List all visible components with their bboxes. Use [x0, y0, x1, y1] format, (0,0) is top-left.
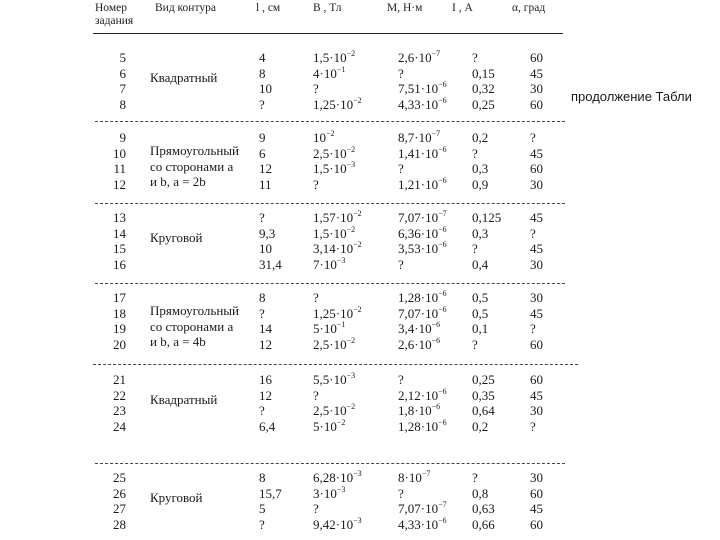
current-cell: 0,15 [472, 65, 495, 81]
exponent: −6 [438, 80, 447, 90]
length-cell: ? [259, 210, 265, 225]
table-row [0, 290, 720, 305]
length-cell: 10 [259, 241, 272, 257]
task-number-cell: 5 [119, 50, 126, 65]
induction-cell: $1,5\cdot 10^{-2}$ [313, 49, 356, 65]
exponent: −7 [438, 209, 447, 218]
angle-cell: 60 [530, 50, 543, 65]
task-number-cell: 22 [113, 387, 126, 403]
contour-type-label: и b, a = 2b [150, 174, 206, 190]
angle-cell: 45 [530, 241, 543, 257]
moment-cell: $8\cdot 10^{-7}$ [398, 469, 431, 485]
induction-cell: $1,5\cdot 10^{-3}$ [313, 160, 356, 177]
exponent: −6 [438, 175, 447, 185]
contour-type-label: Квадратный [150, 391, 218, 407]
moment-cell: $6,36\cdot 10^{-6}$ [398, 224, 447, 241]
header-task-number: Номер задания [95, 2, 134, 27]
angle-cell: 45 [530, 65, 543, 81]
moment-cell: $1,21\cdot 10^{-6}$ [398, 175, 447, 192]
task-number-cell: 18 [113, 305, 126, 321]
exponent: −3 [336, 484, 346, 494]
contour-type-label: Круговой [150, 229, 203, 245]
exponent: −6 [438, 304, 447, 314]
task-number-cell: 15 [113, 241, 126, 257]
table-row [0, 419, 720, 434]
induction-cell: $2,5\cdot 10^{-2}$ [313, 402, 356, 419]
induction-cell: $5\cdot 10^{-1}$ [313, 320, 346, 337]
table-continuation-caption: продолжение Табли [571, 89, 692, 104]
table-row [0, 501, 720, 516]
table-row [0, 403, 720, 418]
moment-cell: ? [398, 161, 404, 177]
table-row [0, 372, 720, 387]
length-cell: 14 [259, 321, 272, 337]
current-cell: ? [472, 50, 478, 65]
induction-cell: $3\cdot 10^{-3}$ [313, 484, 346, 501]
table-row [0, 241, 720, 256]
current-cell: 0,2 [472, 130, 489, 145]
exponent: −3 [353, 515, 362, 525]
length-cell: 9 [259, 130, 266, 145]
exponent: −2 [346, 402, 356, 412]
exponent: −2 [353, 304, 362, 314]
group-separator [95, 121, 565, 123]
task-number-cell: 27 [113, 501, 126, 517]
exponent: −7 [431, 129, 441, 138]
angle-cell: 60 [530, 485, 543, 501]
table-row [0, 130, 720, 145]
angle-cell: 30 [530, 403, 543, 419]
length-cell: 9,3 [259, 225, 276, 241]
exponent: −2 [353, 209, 362, 218]
table-row [0, 257, 720, 272]
current-cell: 0,64 [472, 403, 495, 419]
exponent: −2 [346, 144, 356, 154]
induction-cell: ? [313, 81, 319, 97]
group-separator [93, 364, 578, 366]
exponent: −6 [438, 240, 447, 250]
task-number-cell: 14 [113, 225, 126, 241]
angle-cell: 30 [530, 176, 543, 192]
table-row [0, 158, 720, 177]
exponent: −7 [421, 469, 431, 478]
header-angle: α, град [512, 2, 546, 14]
exponent: −2 [353, 95, 362, 105]
current-cell: 0,3 [472, 161, 489, 177]
task-number-cell: 6 [119, 65, 126, 81]
task-number-cell: 26 [113, 485, 126, 501]
current-cell: 0,63 [472, 501, 495, 517]
task-number-cell: 17 [113, 290, 126, 305]
induction-cell: $9,42\cdot 10^{-3}$ [313, 515, 362, 532]
exponent: −3 [346, 160, 356, 170]
angle-cell: 30 [530, 81, 543, 97]
header-rule [93, 33, 563, 34]
exponent: −6 [438, 224, 447, 234]
task-number-cell: 12 [113, 176, 126, 192]
induction-cell: ? [313, 176, 319, 192]
moment-cell: $7,07\cdot 10^{-7}$ [398, 209, 447, 225]
angle-cell: 30 [530, 290, 543, 305]
moment-cell: $3,53\cdot 10^{-6}$ [398, 240, 447, 257]
induction-cell: ? [313, 387, 319, 403]
task-number-cell: 28 [113, 516, 126, 532]
moment-cell: $1,28\cdot 10^{-6}$ [398, 289, 447, 305]
length-cell: 31,4 [259, 256, 282, 272]
group-separator [95, 283, 565, 285]
current-cell: 0,125 [472, 210, 502, 225]
angle-cell: ? [530, 321, 536, 337]
angle-cell: 45 [530, 210, 543, 225]
exponent: −7 [438, 500, 447, 510]
induction-cell: $4\cdot 10^{-1}$ [313, 64, 346, 81]
length-cell: ? [259, 516, 265, 532]
length-cell: ? [259, 305, 265, 321]
angle-cell: ? [530, 130, 536, 145]
exponent: −6 [438, 386, 447, 396]
contour-type-label: Прямоугольный [150, 303, 240, 319]
moment-cell: $2,6\cdot 10^{-6}$ [398, 335, 441, 352]
moment-cell: $2,12\cdot 10^{-6}$ [398, 386, 447, 403]
induction-cell: $7\cdot 10^{-3}$ [313, 255, 346, 272]
exponent: −6 [438, 515, 447, 525]
current-cell: 0,66 [472, 516, 495, 532]
angle-cell: 45 [530, 501, 543, 517]
length-cell: 8 [259, 290, 266, 305]
current-cell: ? [472, 336, 478, 352]
task-number-cell: 7 [119, 81, 126, 97]
exponent: −6 [438, 144, 447, 154]
current-cell: 0,35 [472, 387, 495, 403]
length-cell: 6 [259, 145, 266, 161]
angle-cell: 60 [530, 161, 543, 177]
header-induction: B , Тл [313, 2, 342, 14]
induction-cell: $1,25\cdot 10^{-2}$ [313, 304, 362, 321]
exponent: −6 [438, 289, 447, 298]
table-row [0, 81, 720, 96]
induction-cell: $2,5\cdot 10^{-2}$ [313, 335, 356, 352]
contour-type-label: Квадратный [150, 69, 218, 85]
angle-cell: 60 [530, 96, 543, 112]
moment-cell: $4,33\cdot 10^{-6}$ [398, 95, 447, 112]
moment-cell: ? [398, 372, 404, 387]
table-row [0, 470, 720, 485]
group-separator [95, 463, 565, 465]
moment-cell: $4,33\cdot 10^{-6}$ [398, 515, 447, 532]
exponent: −6 [431, 402, 441, 412]
task-number-cell: 13 [113, 210, 126, 225]
moment-cell: $7,07\cdot 10^{-7}$ [398, 500, 447, 517]
table-row [0, 66, 720, 81]
moment-cell: $1,28\cdot 10^{-6}$ [398, 417, 447, 434]
angle-cell: 60 [530, 372, 543, 387]
current-cell: 0,5 [472, 290, 489, 305]
exponent: −2 [346, 224, 356, 234]
length-cell: 4 [259, 50, 266, 65]
task-number-cell: 23 [113, 403, 126, 419]
length-cell: 8 [259, 470, 266, 485]
induction-cell: $10^{-2}$ [313, 129, 335, 145]
current-cell: ? [472, 241, 478, 257]
table-row [0, 50, 720, 65]
current-cell: 0,3 [472, 225, 489, 241]
header-current: I , А [452, 2, 473, 14]
angle-cell: 45 [530, 145, 543, 161]
induction-cell: $3,14\cdot 10^{-2}$ [313, 240, 362, 257]
task-number-cell: 9 [119, 130, 126, 145]
angle-cell: ? [530, 418, 536, 434]
header-contour-type: Вид контура [155, 2, 216, 14]
moment-cell: $2,6\cdot 10^{-7}$ [398, 49, 441, 65]
exponent: −6 [431, 335, 441, 345]
length-cell: 12 [259, 387, 272, 403]
angle-cell: ? [530, 225, 536, 241]
induction-cell: $2,5\cdot 10^{-2}$ [313, 144, 356, 161]
length-cell: 5 [259, 501, 266, 517]
moment-cell: ? [398, 65, 404, 81]
exponent: −6 [438, 417, 447, 427]
angle-cell: 30 [530, 470, 543, 485]
induction-cell: $1,25\cdot 10^{-2}$ [313, 95, 362, 112]
angle-cell: 60 [530, 336, 543, 352]
table-row [0, 146, 720, 161]
task-number-cell: 24 [113, 418, 126, 434]
induction-cell: $6,28\cdot 10^{-3}$ [313, 469, 362, 485]
task-number-cell: 16 [113, 256, 126, 272]
current-cell: 0,32 [472, 81, 495, 97]
moment-cell: $7,51\cdot 10^{-6}$ [398, 80, 447, 97]
induction-cell: $5,5\cdot 10^{-3}$ [313, 371, 356, 387]
current-cell: 0,25 [472, 96, 495, 112]
length-cell: ? [259, 96, 265, 112]
table-row [0, 318, 720, 337]
contour-type-label: Круговой [150, 489, 203, 505]
exponent: −3 [346, 371, 356, 380]
moment-cell: $1,8\cdot 10^{-6}$ [398, 402, 441, 419]
current-cell: 0,5 [472, 305, 489, 321]
task-number-cell: 10 [113, 145, 126, 161]
table-row [0, 517, 720, 532]
length-cell: 10 [259, 81, 272, 97]
table-row [0, 226, 720, 241]
task-number-cell: 8 [119, 96, 126, 112]
moment-cell: $3,4\cdot 10^{-6}$ [398, 320, 441, 337]
moment-cell: ? [398, 256, 404, 272]
length-cell: 11 [259, 176, 272, 192]
length-cell: 12 [259, 336, 272, 352]
induction-cell: ? [313, 290, 319, 305]
exponent: −7 [431, 49, 441, 58]
task-number-cell: 25 [113, 470, 126, 485]
length-cell: 6,4 [259, 418, 276, 434]
moment-cell: $8,7\cdot 10^{-7}$ [398, 129, 441, 145]
header-moment: M, Н·м [387, 2, 423, 14]
table-row [0, 388, 720, 403]
exponent: −1 [336, 320, 346, 330]
table-row [0, 337, 720, 352]
current-cell: 0,1 [472, 321, 489, 337]
table-row [0, 210, 720, 225]
current-cell: 0,4 [472, 256, 489, 272]
header-length: l , см [256, 2, 281, 14]
angle-cell: 45 [530, 305, 543, 321]
length-cell: 15,7 [259, 485, 282, 501]
current-cell: ? [472, 470, 478, 485]
task-number-cell: 19 [113, 321, 126, 337]
exponent: −6 [438, 95, 447, 105]
current-cell: 0,2 [472, 418, 489, 434]
exponent: −2 [336, 417, 346, 427]
length-cell: 16 [259, 372, 272, 387]
exponent: −2 [326, 129, 335, 138]
contour-type-label: Прямоугольный [150, 143, 240, 159]
induction-cell: ? [313, 501, 319, 517]
current-cell: 0,8 [472, 485, 489, 501]
exponent: −3 [353, 469, 362, 478]
angle-cell: 60 [530, 516, 543, 532]
moment-cell: $7,07\cdot 10^{-6}$ [398, 304, 447, 321]
task-number-cell: 11 [113, 161, 126, 177]
current-cell: 0,25 [472, 372, 495, 387]
current-cell: 0,9 [472, 176, 489, 192]
contour-type-label: со сторонами a [150, 318, 234, 334]
table-row [0, 97, 720, 112]
table-row [0, 306, 720, 321]
task-number-cell: 20 [113, 336, 126, 352]
angle-cell: 45 [530, 387, 543, 403]
table-row [0, 486, 720, 501]
moment-cell: $1,41\cdot 10^{-6}$ [398, 144, 447, 161]
length-cell: 12 [259, 161, 272, 177]
exponent: −6 [431, 320, 441, 330]
current-cell: ? [472, 145, 478, 161]
table-row [0, 177, 720, 192]
length-cell: 8 [259, 65, 266, 81]
exponent: −2 [353, 240, 362, 250]
induction-cell: $1,57\cdot 10^{-2}$ [313, 209, 362, 225]
task-number-cell: 21 [113, 372, 126, 387]
length-cell: ? [259, 403, 265, 419]
induction-cell: $5\cdot 10^{-2}$ [313, 417, 346, 434]
moment-cell: ? [398, 485, 404, 501]
group-separator [95, 203, 565, 205]
exponent: −2 [346, 49, 356, 58]
induction-cell: $1,5\cdot 10^{-2}$ [313, 224, 356, 241]
exponent: −2 [346, 335, 356, 345]
exponent: −3 [336, 255, 346, 265]
contour-type-label: и b, a = 4b [150, 334, 206, 350]
angle-cell: 30 [530, 256, 543, 272]
exponent: −1 [336, 64, 346, 74]
contour-type-label: со сторонами a [150, 158, 234, 174]
